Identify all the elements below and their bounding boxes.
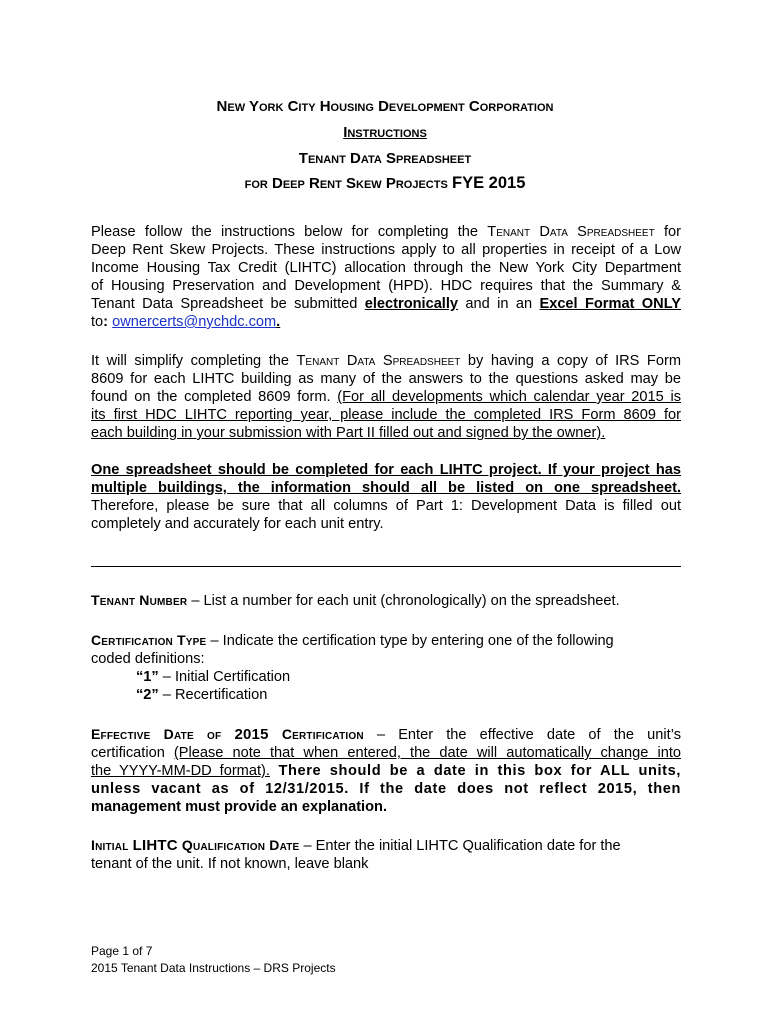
tenant-number-label: Tenant Number [91, 592, 188, 608]
form-8609-paragraph [91, 352, 681, 442]
title-instructions: Instructions [343, 124, 427, 141]
intro-paragraph [91, 223, 681, 331]
intro-line-2: Deep Rent Skew Projects. These instructions apply to all properties in receipt of a Low [91, 242, 681, 258]
p2-line-2: 8609 for each LIHTC building as many of the answers to the questions asked may be [91, 371, 681, 387]
intro-line-3: Income Housing Tax Credit (LIHTC) allocation through the New York City Department [91, 260, 681, 276]
p2-line-3: found on the completed 8609 form. (For all developments which calendar year 2015 is [91, 389, 681, 405]
one-spreadsheet-paragraph [91, 461, 681, 533]
initial-lihtc-definition: Initial LIHTC Qualification Date – Enter the initial LIHTC Qualification date for the tenant of the unit. If not known, leave blank [91, 837, 621, 872]
title-spreadsheet: Tenant Data Spreadsheet [298, 150, 472, 167]
document-name: 2015 Tenant Data Instructions – DRS Projects [91, 961, 336, 975]
tenant-number-definition: Tenant Number – List a number for each unit (chronologically) on the spreadsheet. [91, 592, 620, 609]
p3-line-2: multiple buildings, the information should all be listed on one spreadsheet. [91, 480, 681, 496]
certification-type-label: Certification Type [91, 632, 207, 648]
p3-line-4: completely and accurately for each unit entry. [91, 516, 384, 532]
page-footer [91, 943, 491, 977]
intro-line-6: to: ownercerts@nychdc.com. [91, 314, 281, 330]
p2-line-5: each building in your submission with Part II filled out and signed by the owner). [91, 425, 606, 441]
cert-option-2: “2” – Recertification [136, 687, 268, 703]
effective-date-label: Effective Date of 2015 Certification [91, 726, 364, 743]
cert-option-1: “1” – Initial Certification [136, 669, 291, 685]
initial-lihtc-label: Initial LIHTC Qualification Date [91, 837, 300, 854]
section-divider [91, 566, 681, 567]
p3-line-1: One spreadsheet should be completed for each LIHTC project. If your project has [91, 462, 681, 478]
intro-line-4: of Housing Preservation and Development (HPD). HDC requires that the Summary & [91, 278, 681, 294]
email-link[interactable]: ownercerts@nychdc.com [112, 314, 277, 330]
page-number: Page 1 of 7 [91, 944, 153, 958]
title-organization: New York City Housing Development Corporation [216, 98, 554, 115]
title-project-type: for Deep Rent Skew Projects FYE 2015 [244, 174, 526, 192]
intro-line-1: Please follow the instructions below for completing the Tenant Data Spreadsheet for [91, 224, 681, 240]
p2-line-1: It will simplify completing the Tenant Data Spreadsheet by having a copy of IRS Form [91, 353, 681, 369]
p3-line-3: Therefore, please be sure that all columns of Part 1: Development Data is filled out [91, 498, 681, 514]
effective-date-definition: Effective Date of 2015 Certification – Enter the effective date of the unit’s certification (Please note that when entered, the date will automatically change into the YYYY-MM-DD format). There should be a date in this box for ALL units, unless vacant as of 12/31/2015. If the date does not reflect 2015, then management must provide an explanation. [91, 726, 681, 815]
certification-type-definition: Certification Type – Indicate the certification type by entering one of the following coded definitions: “1” – Initial Certification “2” – Recertification [91, 631, 681, 704]
p2-line-4: its first HDC LIHTC reporting year, please include the completed IRS Form 8609 for [91, 407, 681, 423]
intro-line-5: Tenant Data Spreadsheet be submitted electronically and in an Excel Format ONLY [91, 296, 681, 312]
